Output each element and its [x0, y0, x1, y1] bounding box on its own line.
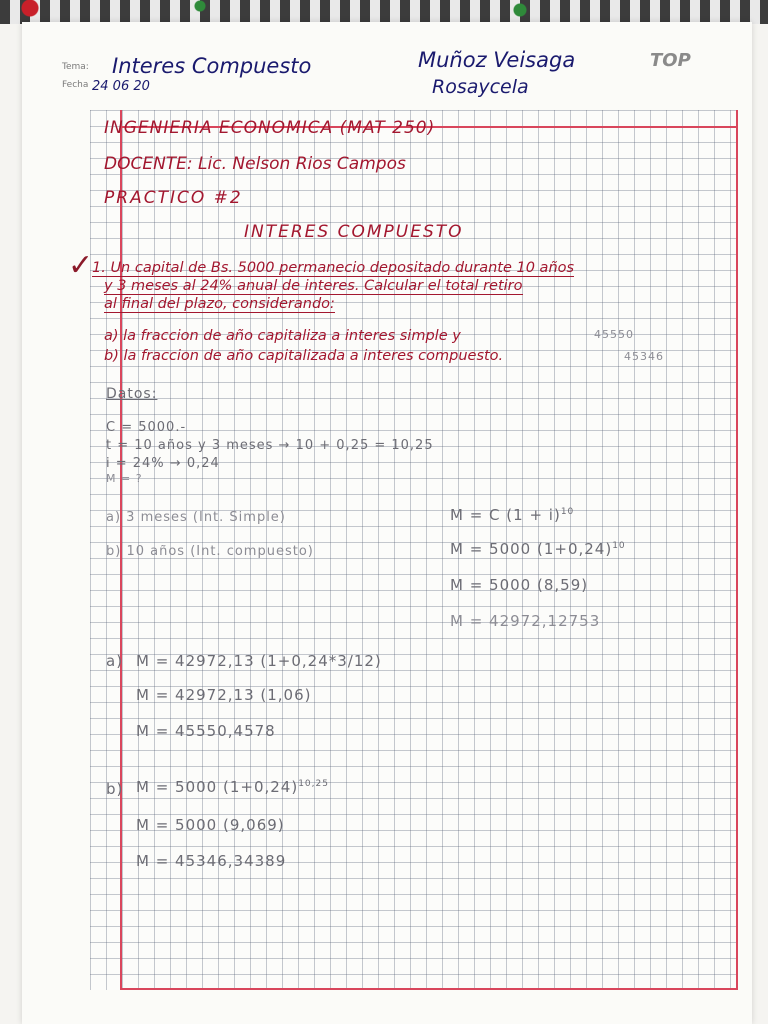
- part-a-answer: 45550: [594, 328, 634, 341]
- solution-a-eq-1: M = 42972,13 (1+0,24*3/12): [136, 652, 382, 670]
- problem-line-3: al final del plazo, considerando:: [104, 296, 335, 312]
- page-title: Interes Compuesto: [112, 54, 312, 78]
- compound-eq-2: M = 5000 $(1+0,24)^{10}$: [450, 540, 626, 558]
- solution-b-eq-1: M = 5000 $(1+0,24)^{10,25}$: [136, 778, 329, 796]
- part-b-answer: 45346: [624, 350, 664, 363]
- case-b-label: b) 10 años (Int. compuesto): [106, 544, 314, 559]
- problem-part-b: b) la fraccion de año capitalizada a interes compuesto.: [104, 348, 504, 364]
- datos-label: Datos:: [106, 386, 158, 402]
- case-a-label: a) 3 meses (Int. Simple): [106, 510, 286, 525]
- background-fabric: [0, 0, 768, 24]
- margin-line-bottom: [120, 988, 738, 990]
- problem-line-2: y 3 meses al 24% anual de interes. Calcular el total retiro: [104, 278, 523, 294]
- solution-b-eq-2: M = 5000 (9,069): [136, 816, 285, 834]
- tema-label: Tema:: [62, 62, 89, 72]
- datos-amount: M = ?: [106, 472, 143, 485]
- brand-logo: TOP: [650, 50, 691, 71]
- datos-time: t = 10 años y 3 meses → 10 + 0,25 = 10,25: [106, 438, 434, 453]
- problem-part-a: a) la fraccion de año capitaliza a interes simple y: [104, 328, 461, 344]
- compound-eq-4: M = 42972,12753: [450, 612, 601, 630]
- compound-eq-1: M = C $(1 + i)^{10}$: [450, 506, 575, 524]
- solution-b-eq-3: M = 45346,34389: [136, 852, 287, 870]
- student-first-name: Rosaycela: [432, 76, 529, 98]
- teacher-heading: DOCENTE: Lic. Nelson Rios Campos: [104, 154, 406, 174]
- fecha-label: Fecha: [62, 80, 89, 90]
- course-heading: INGENIERIA ECONOMICA (MAT 250): [104, 118, 436, 138]
- datos-rate: i = 24% → 0,24: [106, 456, 220, 471]
- student-name: Muñoz Veisaga: [418, 48, 576, 72]
- datos-capital: C = 5000.-: [106, 420, 187, 435]
- check-mark-icon: ✓: [68, 248, 94, 283]
- margin-line-right: [736, 110, 738, 990]
- solution-a-eq-3: M = 45550,4578: [136, 722, 276, 740]
- solution-a-eq-2: M = 42972,13 (1,06): [136, 686, 312, 704]
- practice-heading: PRACTICO #2: [104, 188, 243, 208]
- topic-heading: INTERES COMPUESTO: [244, 222, 464, 242]
- page-date: 24 06 20: [92, 79, 150, 94]
- problem-line-1: 1. Un capital de Bs. 5000 permanecio depositado durante 10 años: [92, 260, 575, 276]
- solution-a-label: a): [106, 652, 124, 670]
- compound-eq-3: M = 5000 (8,59): [450, 576, 589, 594]
- solution-b-label: b): [106, 780, 124, 798]
